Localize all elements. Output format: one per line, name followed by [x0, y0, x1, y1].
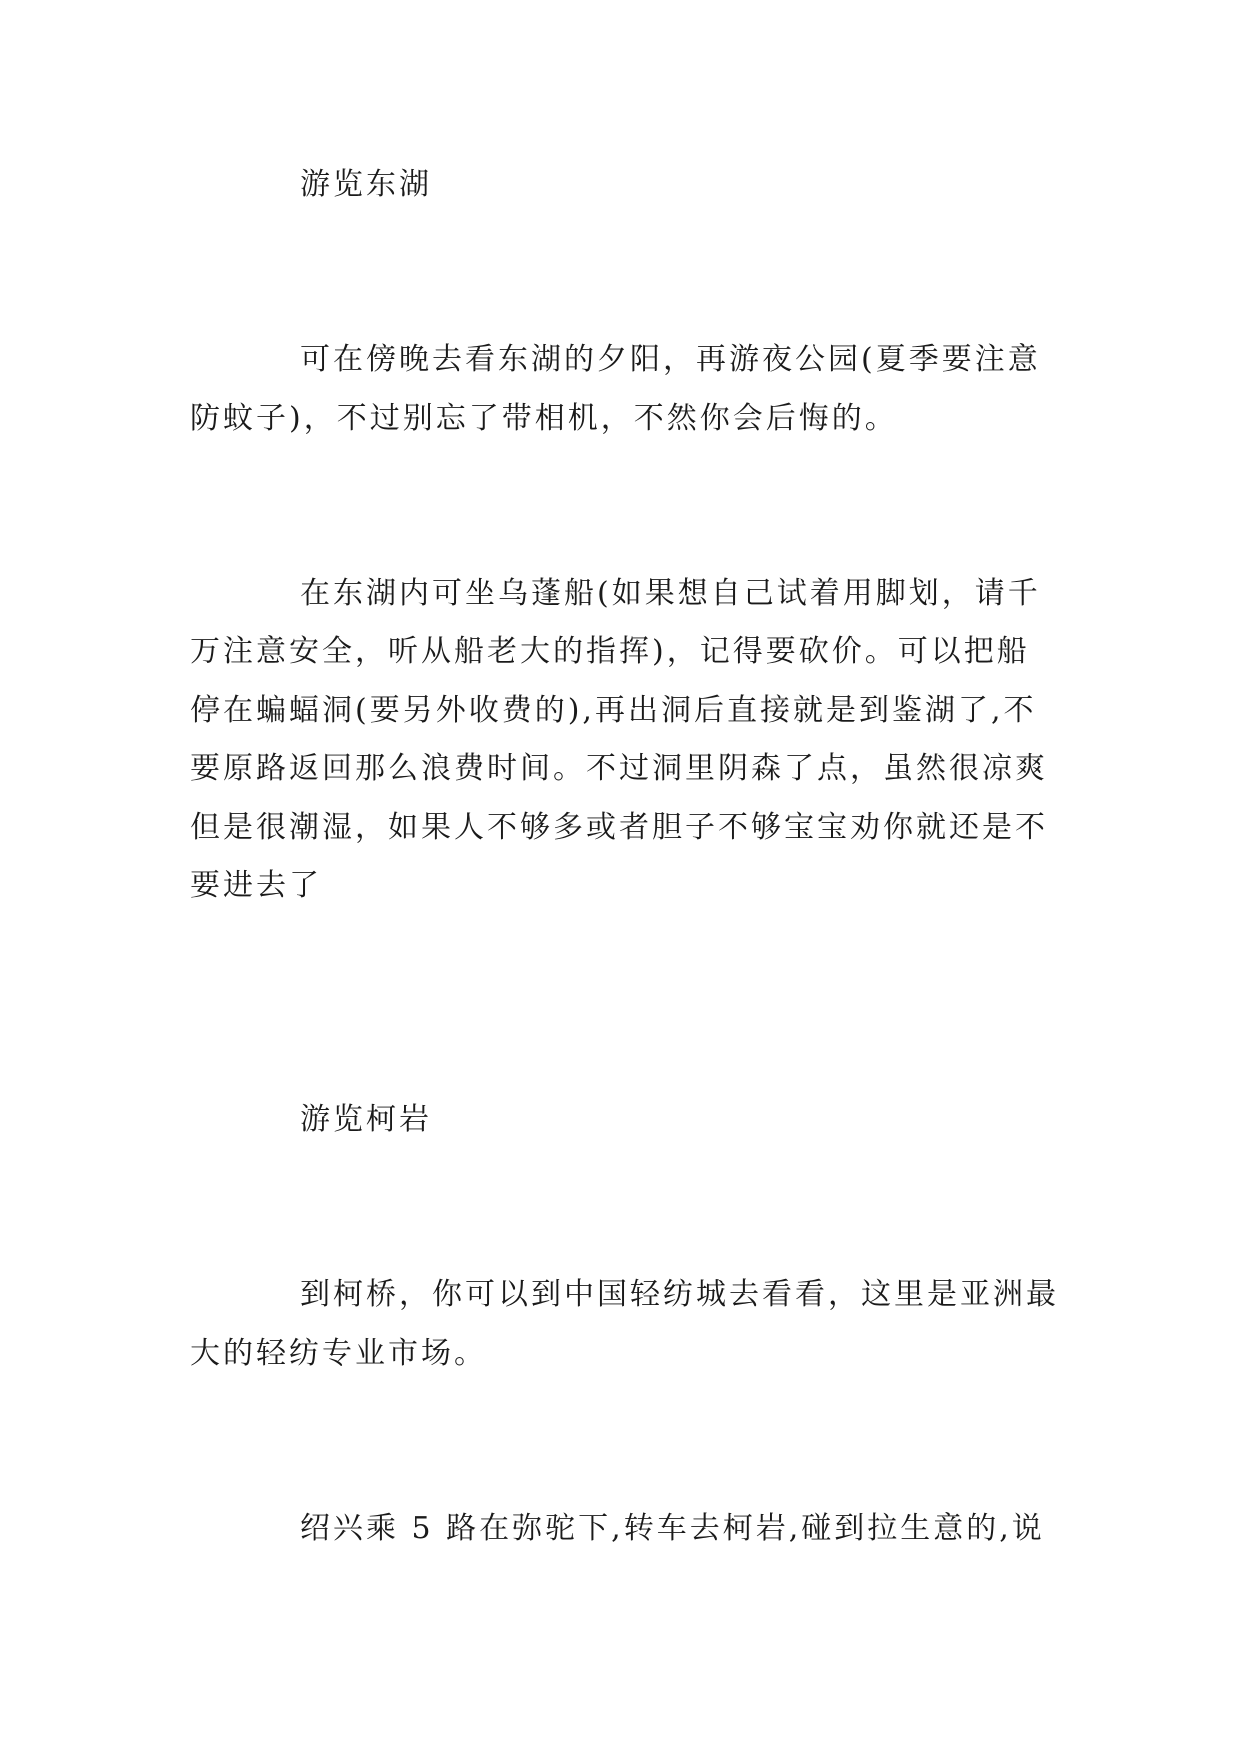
- section-heading-keyan: 游览柯岩: [300, 1102, 432, 1137]
- paragraph-line: 在东湖内可坐乌蓬船(如果想自己试着用脚划，请千: [300, 576, 1041, 611]
- paragraph-line: 可在傍晚去看东湖的夕阳，再游夜公园(夏季要注意: [300, 342, 1041, 377]
- paragraph-line: 停在蝙蝠洞(要另外收费的),再出洞后直接就是到鉴湖了,不: [190, 693, 1037, 728]
- paragraph-line: 但是很潮湿，如果人不够多或者胆子不够宝宝劝你就还是不: [190, 810, 1048, 845]
- paragraph-line: 防蚊子)，不过别忘了带相机，不然你会后悔的。: [190, 401, 898, 436]
- paragraph-line: 到柯桥，你可以到中国轻纺城去看看，这里是亚洲最: [300, 1277, 1059, 1312]
- paragraph-line: 万注意安全，听从船老大的指挥)，记得要砍价。可以把船: [190, 634, 1030, 669]
- paragraph-line: 大的轻纺专业市场。: [190, 1336, 487, 1371]
- paragraph-line: 绍兴乘 5 路在弥驼下,转车去柯岩,碰到拉生意的,说: [300, 1511, 1045, 1546]
- paragraph-line: 要原路返回那么浪费时间。不过洞里阴森了点，虽然很凉爽: [190, 751, 1048, 786]
- section-heading-donghu: 游览东湖: [300, 167, 432, 202]
- paragraph-line: 要进去了: [190, 868, 322, 903]
